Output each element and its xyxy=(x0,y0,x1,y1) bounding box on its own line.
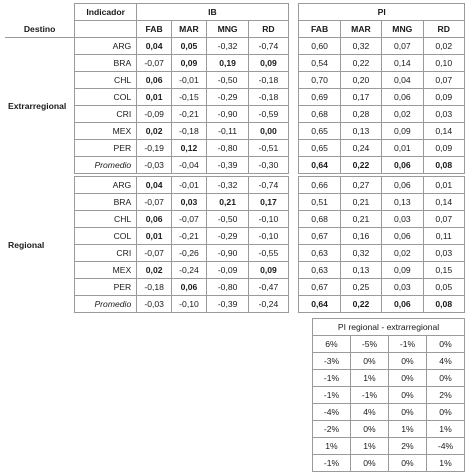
ib-value: -0,59 xyxy=(249,106,288,123)
diff-value: -1% xyxy=(351,387,389,404)
group-label: Extrarregional xyxy=(8,100,67,111)
ib-value: -0,32 xyxy=(206,177,248,194)
gap-cell xyxy=(288,279,299,296)
ib-value: -0,10 xyxy=(249,211,288,228)
ib-value: -0,39 xyxy=(206,157,248,174)
diff-value: 0% xyxy=(389,455,427,472)
gap-cell xyxy=(288,228,299,245)
ib-value: -0,07 xyxy=(137,55,172,72)
pi-col-header: RD xyxy=(423,21,465,38)
pi-value: 0,15 xyxy=(423,262,464,279)
pi-value: 0,09 xyxy=(382,262,423,279)
ib-value: -0,01 xyxy=(172,72,207,89)
table-row xyxy=(5,123,465,140)
pi-value: 0,02 xyxy=(382,106,423,123)
ib-value: -0,07 xyxy=(137,245,172,262)
diff-value: 0% xyxy=(389,353,427,370)
ib-value: -0,10 xyxy=(249,228,288,245)
diff-value: 4% xyxy=(351,404,389,421)
table-row xyxy=(5,262,465,279)
pi-value: 0,01 xyxy=(423,177,464,194)
diff-value: 1% xyxy=(351,438,389,455)
indicator-cell: ARG xyxy=(75,177,137,194)
pi-value: 0,08 xyxy=(423,296,464,313)
table-row xyxy=(5,245,465,262)
indicator-cell: MEX xyxy=(75,123,137,140)
pi-value: 0,21 xyxy=(340,211,381,228)
table-row xyxy=(313,455,465,472)
indicator-cell: BRA xyxy=(75,55,137,72)
ib-value: -0,47 xyxy=(249,279,288,296)
pi-value: 0,07 xyxy=(382,38,423,55)
gap-cell xyxy=(288,55,299,72)
ib-value: -0,90 xyxy=(206,106,248,123)
indicator-cell: CHL xyxy=(75,211,137,228)
table-row xyxy=(5,279,465,296)
ib-value: 0,02 xyxy=(137,262,172,279)
gap-cell xyxy=(288,211,299,228)
pi-value: 0,70 xyxy=(299,72,340,89)
ib-header: IB xyxy=(137,4,288,21)
pi-value: 0,22 xyxy=(340,157,381,174)
pi-value: 0,14 xyxy=(423,123,465,140)
pi-value: 0,13 xyxy=(382,194,423,211)
ib-value: -0,26 xyxy=(172,245,207,262)
pi-value: 0,06 xyxy=(382,177,423,194)
table-row xyxy=(313,404,465,421)
destino-header: Destino xyxy=(5,21,75,38)
ib-value: -0,01 xyxy=(172,177,207,194)
indicator-cell: ARG xyxy=(75,38,137,55)
table-row xyxy=(313,353,465,370)
promedio-row xyxy=(5,157,465,174)
pi-value: 0,03 xyxy=(382,279,423,296)
ib-value: -0,15 xyxy=(172,89,207,106)
pi-value: 0,51 xyxy=(299,194,340,211)
header-blank xyxy=(5,4,75,21)
ib-value: -0,51 xyxy=(249,140,288,157)
pi-value: 0,05 xyxy=(423,279,464,296)
ib-value: 0,01 xyxy=(137,228,172,245)
gap-cell xyxy=(288,140,299,157)
diff-value: 2% xyxy=(427,387,465,404)
diff-value: 0% xyxy=(351,421,389,438)
ib-value: -0,80 xyxy=(206,279,248,296)
diff-value: 1% xyxy=(389,421,427,438)
diff-value: -1% xyxy=(313,370,351,387)
pi-value: 0,06 xyxy=(382,296,423,313)
ib-value: 0,05 xyxy=(172,38,207,55)
ib-value: -0,18 xyxy=(249,72,288,89)
ib-value: -0,04 xyxy=(172,157,207,174)
diff-value: 1% xyxy=(351,370,389,387)
ib-value: 0,21 xyxy=(206,194,248,211)
ib-value: -0,18 xyxy=(137,279,172,296)
gap-cell xyxy=(288,245,299,262)
pi-value: 0,09 xyxy=(423,140,465,157)
pi-value: 0,22 xyxy=(340,55,381,72)
diff-title-row xyxy=(313,319,465,336)
promedio-label: Promedio xyxy=(75,296,137,313)
pi-value: 0,07 xyxy=(423,72,465,89)
gap-cell xyxy=(288,106,299,123)
ib-value: 0,00 xyxy=(249,123,288,140)
ib-value: -0,24 xyxy=(172,262,207,279)
diff-value: -1% xyxy=(313,455,351,472)
pi-col-header: MNG xyxy=(382,21,423,38)
table-row xyxy=(313,336,465,353)
ib-col-header: FAB xyxy=(137,21,172,38)
gap-cell xyxy=(288,38,299,55)
diff-value: 4% xyxy=(427,353,465,370)
ib-value: -0,39 xyxy=(206,296,248,313)
pi-header: PI xyxy=(299,4,465,21)
pi-value: 0,63 xyxy=(299,245,340,262)
table-row xyxy=(313,370,465,387)
gap-cell xyxy=(288,296,299,313)
table-row xyxy=(5,177,465,194)
table-row xyxy=(5,211,465,228)
pi-value: 0,24 xyxy=(340,140,381,157)
ib-value: 0,04 xyxy=(137,177,172,194)
diff-value: 0% xyxy=(427,336,465,353)
table-row xyxy=(5,89,465,106)
gap-cell xyxy=(288,262,299,279)
pi-value: 0,20 xyxy=(340,72,381,89)
table-extrarregional xyxy=(5,3,465,174)
indicator-cell: BRA xyxy=(75,194,137,211)
promedio-row xyxy=(5,296,465,313)
pi-value: 0,22 xyxy=(340,296,381,313)
pi-value: 0,09 xyxy=(423,89,465,106)
gap-cell xyxy=(288,4,299,21)
gap-cell xyxy=(288,194,299,211)
group-label: Regional xyxy=(8,239,45,250)
diff-value: -1% xyxy=(313,387,351,404)
table-row xyxy=(5,106,465,123)
ib-value: -0,09 xyxy=(206,262,248,279)
diff-value: 0% xyxy=(389,404,427,421)
ib-value: 0,01 xyxy=(137,89,172,106)
pi-value: 0,08 xyxy=(423,157,465,174)
diff-value: 2% xyxy=(389,438,427,455)
header-row-top xyxy=(5,4,465,21)
table-row xyxy=(313,438,465,455)
gap-cell xyxy=(288,89,299,106)
pi-value: 0,66 xyxy=(299,177,340,194)
ib-value: -0,03 xyxy=(137,296,172,313)
diff-value: 1% xyxy=(427,421,465,438)
ib-col-header: RD xyxy=(249,21,288,38)
pi-value: 0,67 xyxy=(299,279,340,296)
diff-value: -1% xyxy=(389,336,427,353)
pi-value: 0,04 xyxy=(382,72,423,89)
ib-value: -0,29 xyxy=(206,89,248,106)
pi-col-header: MAR xyxy=(340,21,381,38)
pi-col-header: FAB xyxy=(299,21,340,38)
diff-value: 0% xyxy=(427,370,465,387)
diff-title: PI regional - extrarregional xyxy=(313,319,465,336)
pi-value: 0,09 xyxy=(382,123,423,140)
header-row-columns xyxy=(5,21,465,38)
ib-value: 0,19 xyxy=(206,55,248,72)
indicator-cell: CRI xyxy=(75,106,137,123)
indicator-cell: PER xyxy=(75,279,137,296)
ib-value: -0,11 xyxy=(206,123,248,140)
ib-value: -0,21 xyxy=(172,228,207,245)
pi-value: 0,67 xyxy=(299,228,340,245)
gap-cell xyxy=(288,72,299,89)
pi-value: 0,27 xyxy=(340,177,381,194)
diff-value: 0% xyxy=(389,387,427,404)
table-row xyxy=(5,72,465,89)
ib-value: -0,09 xyxy=(137,106,172,123)
diff-value: 6% xyxy=(313,336,351,353)
ib-value: -0,19 xyxy=(137,140,172,157)
pi-value: 0,68 xyxy=(299,211,340,228)
pi-value: 0,13 xyxy=(340,262,381,279)
diff-value: 0% xyxy=(351,353,389,370)
pi-value: 0,13 xyxy=(340,123,381,140)
ib-col-header: MNG xyxy=(206,21,248,38)
ib-value: -0,30 xyxy=(249,157,288,174)
pi-value: 0,02 xyxy=(423,38,465,55)
indicator-cell: COL xyxy=(75,89,137,106)
table-row xyxy=(5,194,465,211)
pi-value: 0,63 xyxy=(299,262,340,279)
pi-value: 0,68 xyxy=(299,106,340,123)
ib-value: -0,10 xyxy=(172,296,207,313)
ib-value: -0,55 xyxy=(249,245,288,262)
ib-value: -0,21 xyxy=(172,106,207,123)
indicator-cell: COL xyxy=(75,228,137,245)
ib-value: -0,24 xyxy=(249,296,288,313)
ib-value: -0,32 xyxy=(206,38,248,55)
diff-value: -4% xyxy=(313,404,351,421)
gap-cell xyxy=(288,177,299,194)
ib-value: -0,18 xyxy=(172,123,207,140)
ib-value: -0,18 xyxy=(249,89,288,106)
pi-value: 0,07 xyxy=(423,211,464,228)
gap-cell xyxy=(288,21,299,38)
diff-value: -3% xyxy=(313,353,351,370)
table-row xyxy=(313,421,465,438)
diff-value: 0% xyxy=(351,455,389,472)
indicator-cell: CHL xyxy=(75,72,137,89)
ib-value: 0,09 xyxy=(249,55,288,72)
diff-value: 0% xyxy=(389,370,427,387)
indicador-header: Indicador xyxy=(75,4,137,21)
gap-cell xyxy=(288,123,299,140)
ib-value: -0,07 xyxy=(172,211,207,228)
pi-value: 0,64 xyxy=(299,157,340,174)
ib-value: 0,06 xyxy=(137,72,172,89)
pi-value: 0,65 xyxy=(299,140,340,157)
pi-value: 0,65 xyxy=(299,123,340,140)
ib-value: 0,17 xyxy=(249,194,288,211)
pi-value: 0,64 xyxy=(299,296,340,313)
pi-value: 0,54 xyxy=(299,55,340,72)
diff-value: 1% xyxy=(427,455,465,472)
ib-value: -0,03 xyxy=(137,157,172,174)
pi-value: 0,14 xyxy=(423,194,464,211)
diff-value: 1% xyxy=(313,438,351,455)
indicator-cell: MEX xyxy=(75,262,137,279)
pi-value: 0,03 xyxy=(423,245,464,262)
promedio-label: Promedio xyxy=(75,157,137,174)
indicador-blank xyxy=(75,21,137,38)
ib-value: 0,03 xyxy=(172,194,207,211)
pi-value: 0,02 xyxy=(382,245,423,262)
table-row xyxy=(5,228,465,245)
ib-value: -0,80 xyxy=(206,140,248,157)
ib-value: 0,12 xyxy=(172,140,207,157)
pi-value: 0,32 xyxy=(340,38,381,55)
pi-value: 0,60 xyxy=(299,38,340,55)
pi-value: 0,69 xyxy=(299,89,340,106)
ib-value: 0,02 xyxy=(137,123,172,140)
ib-value: 0,09 xyxy=(172,55,207,72)
pi-value: 0,25 xyxy=(340,279,381,296)
pi-value: 0,01 xyxy=(382,140,423,157)
table-row xyxy=(5,140,465,157)
pi-value: 0,06 xyxy=(382,228,423,245)
pi-value: 0,17 xyxy=(340,89,381,106)
pi-value: 0,11 xyxy=(423,228,464,245)
diff-value: -5% xyxy=(351,336,389,353)
ib-value: -0,50 xyxy=(206,211,248,228)
table-regional xyxy=(5,176,465,313)
ib-value: 0,09 xyxy=(249,262,288,279)
pi-value: 0,06 xyxy=(382,157,423,174)
diff-value: -2% xyxy=(313,421,351,438)
pi-value: 0,03 xyxy=(423,106,465,123)
pi-value: 0,32 xyxy=(340,245,381,262)
indicator-cell: CRI xyxy=(75,245,137,262)
table-row xyxy=(5,38,465,55)
table-pi-difference xyxy=(312,318,465,472)
ib-value: -0,74 xyxy=(249,177,288,194)
ib-value: 0,04 xyxy=(137,38,172,55)
gap-cell xyxy=(288,157,299,174)
ib-value: -0,29 xyxy=(206,228,248,245)
indicator-cell: PER xyxy=(75,140,137,157)
ib-value: -0,07 xyxy=(137,194,172,211)
ib-value: -0,90 xyxy=(206,245,248,262)
pi-value: 0,06 xyxy=(382,89,423,106)
pi-value: 0,16 xyxy=(340,228,381,245)
ib-value: -0,74 xyxy=(249,38,288,55)
ib-col-header: MAR xyxy=(172,21,207,38)
pi-value: 0,10 xyxy=(423,55,465,72)
ib-value: -0,50 xyxy=(206,72,248,89)
pi-value: 0,14 xyxy=(382,55,423,72)
diff-value: -4% xyxy=(427,438,465,455)
pi-value: 0,03 xyxy=(382,211,423,228)
table-row xyxy=(5,55,465,72)
ib-value: 0,06 xyxy=(137,211,172,228)
ib-value: 0,06 xyxy=(172,279,207,296)
pi-value: 0,28 xyxy=(340,106,381,123)
diff-value: 0% xyxy=(427,404,465,421)
pi-value: 0,21 xyxy=(340,194,381,211)
table-row xyxy=(313,387,465,404)
